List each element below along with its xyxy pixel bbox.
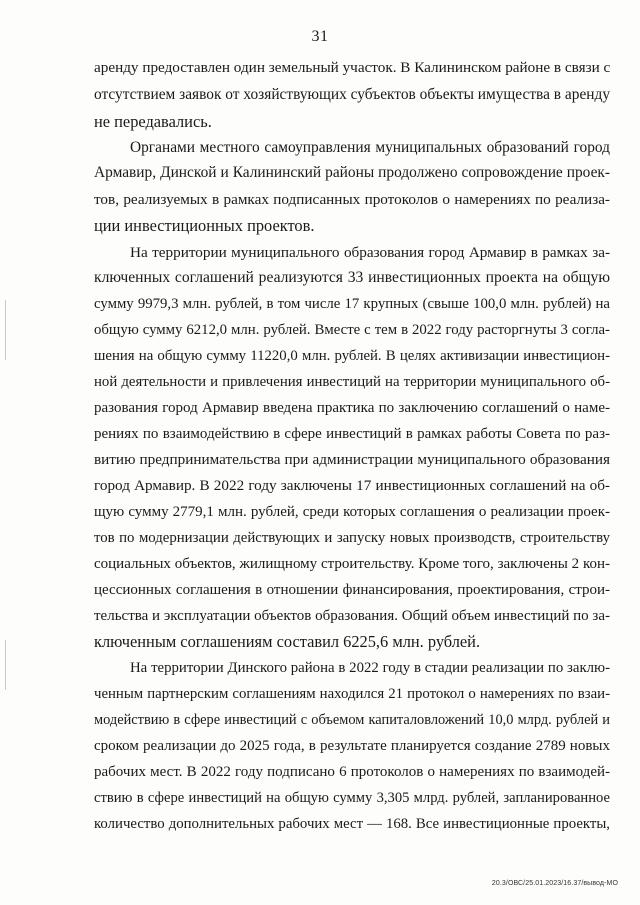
- text-line: Органами местного самоуправления муниципальных образований город: [130, 139, 610, 156]
- text-line: шения на общую сумму 11220,0 млн. рублей. В целях активизации инвестицион-: [94, 348, 610, 364]
- text-line: ствию в сфере инвестиций на общую сумму 3,305 млрд. рублей, запланированное: [94, 790, 610, 806]
- text-line: рениях по взаимодействию в сфере инвестиций в рамках работы Совета по раз-: [94, 426, 610, 442]
- text-line: не передавались.: [94, 112, 212, 131]
- document-footer-code: 20.3/ОВС/25.01.2023/16.37/вывод-МО: [491, 880, 618, 887]
- text-line: ной деятельности и привлечения инвестиций на территории муниципального об-: [94, 374, 610, 390]
- text-line: разования город Армавир введена практика по заключению соглашений о наме-: [94, 400, 610, 416]
- text-line: аренду предоставлен один земельный участок. В Калининском районе в связи с: [94, 59, 611, 76]
- text-line: рабочих мест. В 2022 году подписано 6 протоколов о намерениях по взаимодей-: [94, 764, 610, 780]
- text-line: социальных объектов, жилищному строительству. Кроме того, заключены 2 кон-: [94, 556, 610, 572]
- text-line: город Армавир. В 2022 году заключены 17 инвестиционных соглашений на об-: [94, 477, 610, 494]
- text-line: тов по модернизации действующих и запуску новых производств, строительству: [94, 530, 610, 546]
- text-line: общую сумму 6212,0 млн. рублей. Вместе с тем в 2022 году расторгнуты 3 согла-: [94, 322, 610, 338]
- scan-edge-mark: [5, 300, 6, 360]
- text-line: На территории Динского района в 2022 году в стадии реализации по заклю-: [130, 660, 610, 676]
- text-line: ченным партнерским соглашениям находился 21 протокол о намерениях по взаи-: [94, 686, 610, 702]
- text-line: щую сумму 2779,1 млн. рублей, среди которых соглашения о реализации проек-: [94, 504, 610, 520]
- text-line: Армавир, Динской и Калининский районы продолжено сопровождение проек-: [94, 164, 610, 181]
- text-line: модействию в сфере инвестиций с объемом капиталовложений 10,0 млрд. рублей и: [94, 712, 610, 728]
- scan-edge-mark: [5, 640, 6, 690]
- text-line: цессионных соглашения в отношении финансирования, проектирования, строи-: [94, 582, 610, 598]
- text-line: сумму 9979,3 млн. рублей, в том числе 17 крупных (свыше 100,0 млн. рублей) на: [94, 296, 610, 312]
- text-line: ции инвестиционных проектов.: [94, 216, 315, 235]
- text-line: тельства и эксплуатации объектов образования. Общий объем инвестиций по за-: [94, 608, 610, 624]
- text-line: отсутствием заявок от хозяйствующих субъектов объекты имущества в аренду: [94, 86, 611, 103]
- text-line: ключенных соглашений реализуются 33 инвестиционных проекта на общую: [94, 269, 610, 286]
- text-line: ключенным соглашениям составил 6225,6 млн. рублей.: [94, 632, 481, 651]
- text-line: витию предпринимательства при администрации муниципального образования: [94, 451, 610, 468]
- text-line: сроком реализации до 2025 года, в результате планируется создание 2789 новых: [94, 738, 610, 754]
- text-line: тов, реализуемых в рамках подписанных протоколов о намерениях по реализа-: [94, 191, 610, 208]
- page-number: 31: [311, 28, 329, 45]
- text-line: количество дополнительных рабочих мест — 168. Все инвестиционные проекты,: [94, 816, 610, 832]
- text-line: На территории муниципального образования город Армавир в рамках за-: [130, 244, 610, 261]
